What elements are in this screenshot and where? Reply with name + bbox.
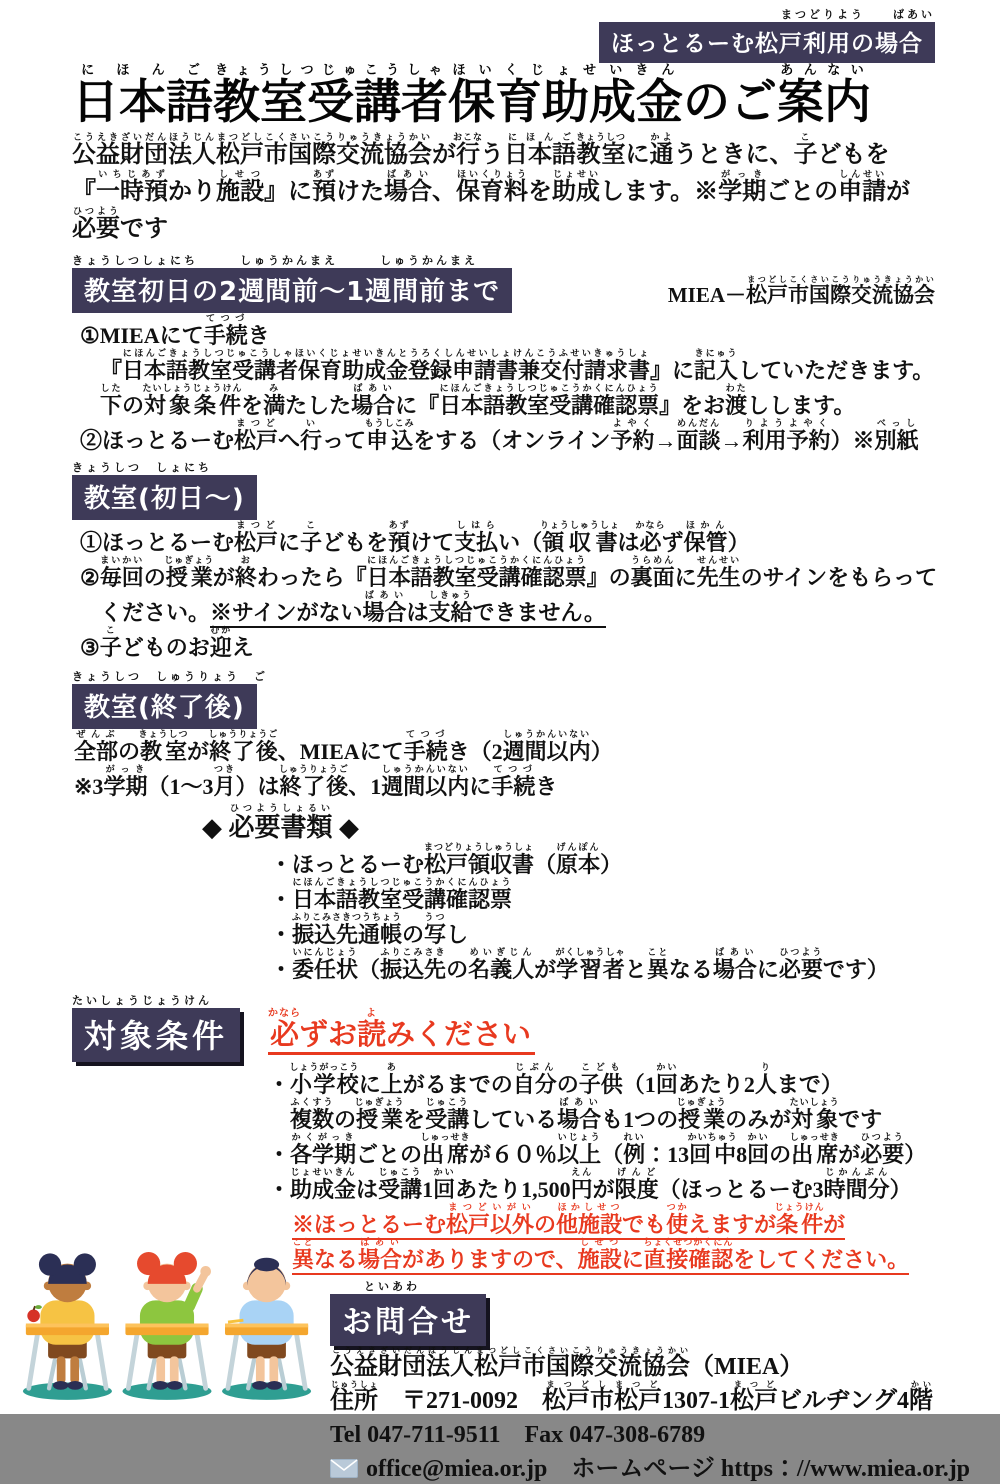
contact-badge-furigana: といあわ <box>364 1280 420 1293</box>
section-during-header <box>72 461 935 520</box>
text-line: ・各学期かくがっきごとの出席しゅっせきが６０％以上いじょう（例れい：13回中かいちゅう8回かいの出席しゅっせきが必要ひつよう） <box>268 1132 927 1167</box>
required-documents-list <box>270 842 935 982</box>
during-lines <box>80 520 938 660</box>
contact-email-text: office@miea.or.jp ホームページ https：//www.miea.or.jp <box>366 1456 971 1482</box>
text-line: ください。※サインがない場合ばあいは支給しきゅうできません。 <box>100 590 935 625</box>
text-line: 『日本語教室受講者保育助成金登録申請書兼交付請求書にほんごきょうしつじゅこうしゃほいくじょせいきんとうろくしんせいしょけんこうふせいきゅうしょ』に記入きにゅうしていただきます。 <box>100 348 935 383</box>
section-after-header <box>72 670 935 729</box>
text-line: ・助成金じょせいきんは受講じゅこう1回かいあたり1,500円えんが限度げんど（ほっとるーむ3時間分じかんぶん） <box>268 1167 912 1202</box>
text-line: ※3学期がっき（1～3月つき）は終了後しゅうりょうご、1週間以内しゅうかんいないに手続てつづき <box>74 764 558 799</box>
text-line: 異ことなる場合ばあいがありますので、施設しせつに直接確認ちょくせつかくにんをしてください。 <box>292 1237 935 1272</box>
text-line: ③子こどものお迎むかえ <box>80 625 254 660</box>
text-line: ・ほっとるーむ松戸領収書まつどりょうしゅうしょ（原本げんぽん） <box>270 842 623 877</box>
miea-association-note: MIEA－松戸市国際交流協会まつどしこくさいこうりゅうきょうかい <box>667 275 935 307</box>
schedule-badge: 教室初日の2週間前～1週間前まで <box>72 268 512 313</box>
text-line: 全部ぜんぶの教室きょうしつが終了後しゅうりょうご、MIEAにて手続てつづき（2週間以内しゅうかんいない） <box>74 729 613 764</box>
text-line: ・委任状いにんじょう（振込先ふりこみさきの名義人めいぎじんが学習者がくしゅうしゃと異ことなる場合ばあいに必要ひつようです） <box>270 947 889 982</box>
corner-badge-wrap <box>72 8 935 63</box>
text-line: ※ほっとるーむ松戸以外まつどいがいの他施設ほかしせつでも使つかえますが条件じょうけんが <box>292 1202 935 1237</box>
text-line: ・振込先通帳ふりこみさきつうちょうの写うつし <box>270 912 469 947</box>
target-conditions-list <box>268 1062 935 1272</box>
schedule-badge-furigana: きょうしつしょにち しゅうかんまえ しゅうかんまえ <box>72 254 478 267</box>
email-envelope-icon <box>330 1459 358 1484</box>
during-badge-furigana: きょうしつ しょにち <box>72 461 212 474</box>
target-badge-furigana: たいしょうじょうけん <box>72 994 212 1007</box>
required-documents-heading: ◆ 必要書類ひつようしょるい ◆ <box>202 803 360 842</box>
target-badge: 対象条件 <box>72 1008 240 1062</box>
target-conditions-header <box>72 994 935 1062</box>
text-line: ・小学校しょうがっこうに上あがるまでの自分じぶんの子供こども（1回かいあたり2人りまで） <box>268 1062 843 1097</box>
text-line: ・日本語教室受講確認票にほんごきょうしつじゅこうかくにんひょう <box>270 877 513 912</box>
corner-badge-furigana: まつどりよう ばあい <box>781 8 935 21</box>
text-line: 下したの対象条件たいしょうじょうけんを満みたした場合ばあいに『日本語教室受講確認票にほんごきょうしつじゅこうかくにんひょう』をお渡わたしします。 <box>100 383 856 418</box>
after-lines <box>74 729 935 799</box>
after-badge: 教室(終了後) <box>72 684 257 729</box>
contact-tel-fax: Tel 047-711-9511 Fax 047-308-6789 <box>330 1422 706 1448</box>
text-line: ②ほっとるーむ松戸まつどへ行いって申込もうしこみをする（オンライン予約よやく→面談めんだん→利用予約りようよやく）※別紙べっし <box>80 418 919 453</box>
contact-email-line <box>330 1448 971 1484</box>
intro-paragraph: 公益財団法人松戸市国際交流協会こうえきざいだんほうじんまつどしこくさいこうりゅうきょうかいが行おこなう日本語にほんご教室きょうしつに通かようときに、子こどもを『一時預いちじあずかり施設しせつ』に預あずけた場合ばあい、保育料ほいくりょうを助成じょせいします。※学期がっきごとの申請しんせいが必要ひつようです <box>72 132 911 242</box>
corner-badge: ほっとるーむ松戸利用の場合 <box>599 22 935 63</box>
contact-org: 公益財団法人松戸市国際交流協会こうえきざいだんほうじんまつどしこくさいこうりゅうきょうかい（MIEA） <box>330 1346 804 1380</box>
during-badge: 教室(初日～) <box>72 475 257 520</box>
children-at-desks-illustration <box>22 1244 312 1404</box>
text-line: ①MIEAにて手続てつづき <box>80 313 270 348</box>
contact-badge: お問合せ <box>330 1294 486 1346</box>
schedule-lines <box>80 313 935 453</box>
must-read-title: 必かならずお読よみください <box>268 1006 535 1055</box>
text-line: 複数ふくすうの授業じゅぎょうを受講じゅこうしている場合ばあいも1つの授業じゅぎょうのみが対象たいしょうです <box>290 1097 883 1132</box>
page-title: 日本語にほんご教室受講者きょうしつじゅこうしゃ保育助成金ほいくじょせいきんのご案内あんない <box>72 63 871 130</box>
contact-block <box>330 1280 971 1484</box>
after-badge-furigana: きょうしつ しゅうりょう ご <box>72 670 268 683</box>
text-line: ②毎回まいかいの授業じゅぎょうが終おわったら『日本語教室受講確認票にほんごきょうしつじゅこうかくにんひょう』の裏面うらめんに先生せんせいのサインをもらって <box>80 555 938 590</box>
section-schedule-header <box>72 254 935 313</box>
text-line: ①ほっとるーむ松戸まつどに子こどもを預あずけて支払しはらい（領収書りょうしゅうしょは必かならず保管ほかん） <box>80 520 750 555</box>
contact-address: 住所じゅうしょ 〒271-0092 松戸市松戸まつどしまつど1307-1松戸まつどビルヂング4階かい <box>330 1380 934 1414</box>
